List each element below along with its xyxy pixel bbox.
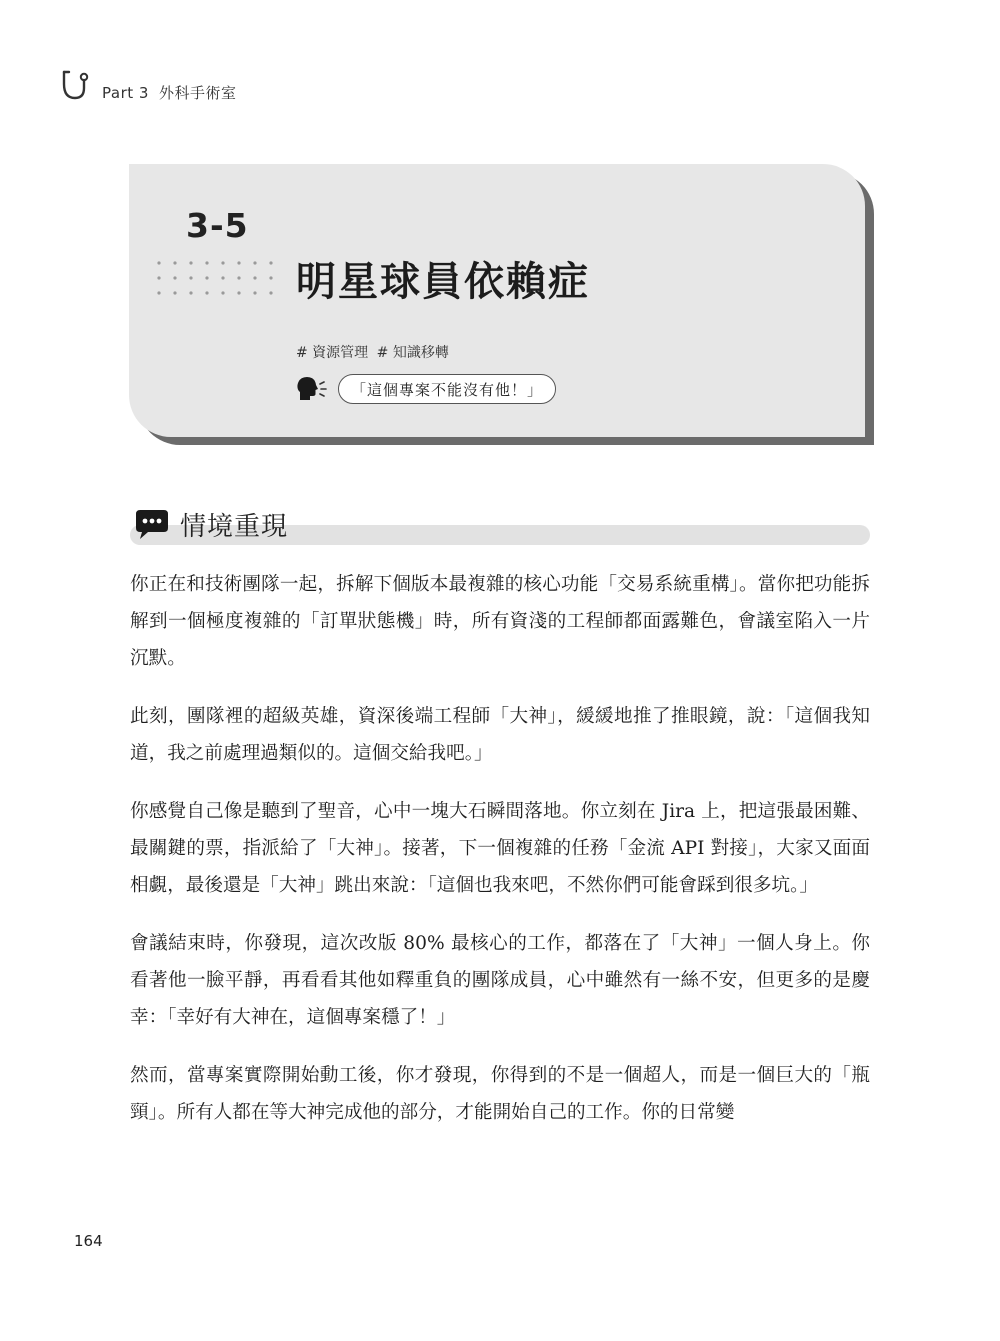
tag-knowledge-transfer: # 知識移轉	[376, 345, 449, 361]
paragraph: 你正在和技術團隊一起，拆解下個版本最複雜的核心功能「交易系統重構」。當你把功能拆解到一個極度複雜的「訂單狀態機」時，所有資淺的工程師都面露難色，會議室陷入一片沉默。	[130, 574, 870, 669]
running-header	[60, 66, 236, 106]
stethoscope-icon	[60, 66, 94, 106]
chapter-title: 外科手術室	[158, 83, 237, 102]
paragraph: 然而，當專案實際開始動工後，你才發現，你得到的不是一個超人，而是一個巨大的「瓶頸」。所有人都在等大神完成他的部分，才能開始自己的工作。你的日常變	[130, 1065, 870, 1123]
paragraph: 你感覺自己像是聽到了聖音，心中一塊大石瞬間落地。你立刻在 Jira 上，把這張最困難、最關鍵的票，指派給了「大神」。接著，下一個複雜的任務「金流 API 對接」，大家又面面相覷，最後還是「大神」跳出來說：「這個也我來吧，不然你們可能會踩到很多坑。」	[130, 801, 870, 896]
paragraph: 此刻，團隊裡的超級英雄，資深後端工程師「大神」，緩緩地推了推眼鏡，說：「這個我知道，我之前處理過類似的。這個交給我吧。」	[130, 706, 870, 764]
subheading	[134, 506, 288, 542]
part-number: Part 3	[102, 83, 149, 102]
chat-bubble-icon	[134, 508, 170, 540]
tag-list	[296, 342, 453, 362]
dot-grid-decoration	[156, 260, 278, 300]
tag-resource-management: # 資源管理	[296, 345, 369, 361]
paragraph: 會議結束時，你發現，這次改版 80% 最核心的工作，都落在了「大神」一個人身上。你看著他一臉平靜，再看看其他如釋重負的團隊成員，心中雖然有一絲不安，但更多的是慶幸：「幸好有大神在，這個專案穩了！」	[130, 933, 870, 1028]
subheading-title: 情境重現	[180, 511, 289, 542]
page-number: 164	[74, 1232, 103, 1250]
quote-bubble: 「這個專案不能沒有他！」	[338, 374, 556, 404]
quote-line	[296, 374, 556, 404]
body-text	[130, 566, 870, 1152]
section-number: 3-5	[186, 206, 249, 245]
part-label	[102, 82, 236, 103]
section-title: 明星球員依賴症	[296, 259, 590, 305]
speaker-head-icon	[296, 376, 330, 402]
